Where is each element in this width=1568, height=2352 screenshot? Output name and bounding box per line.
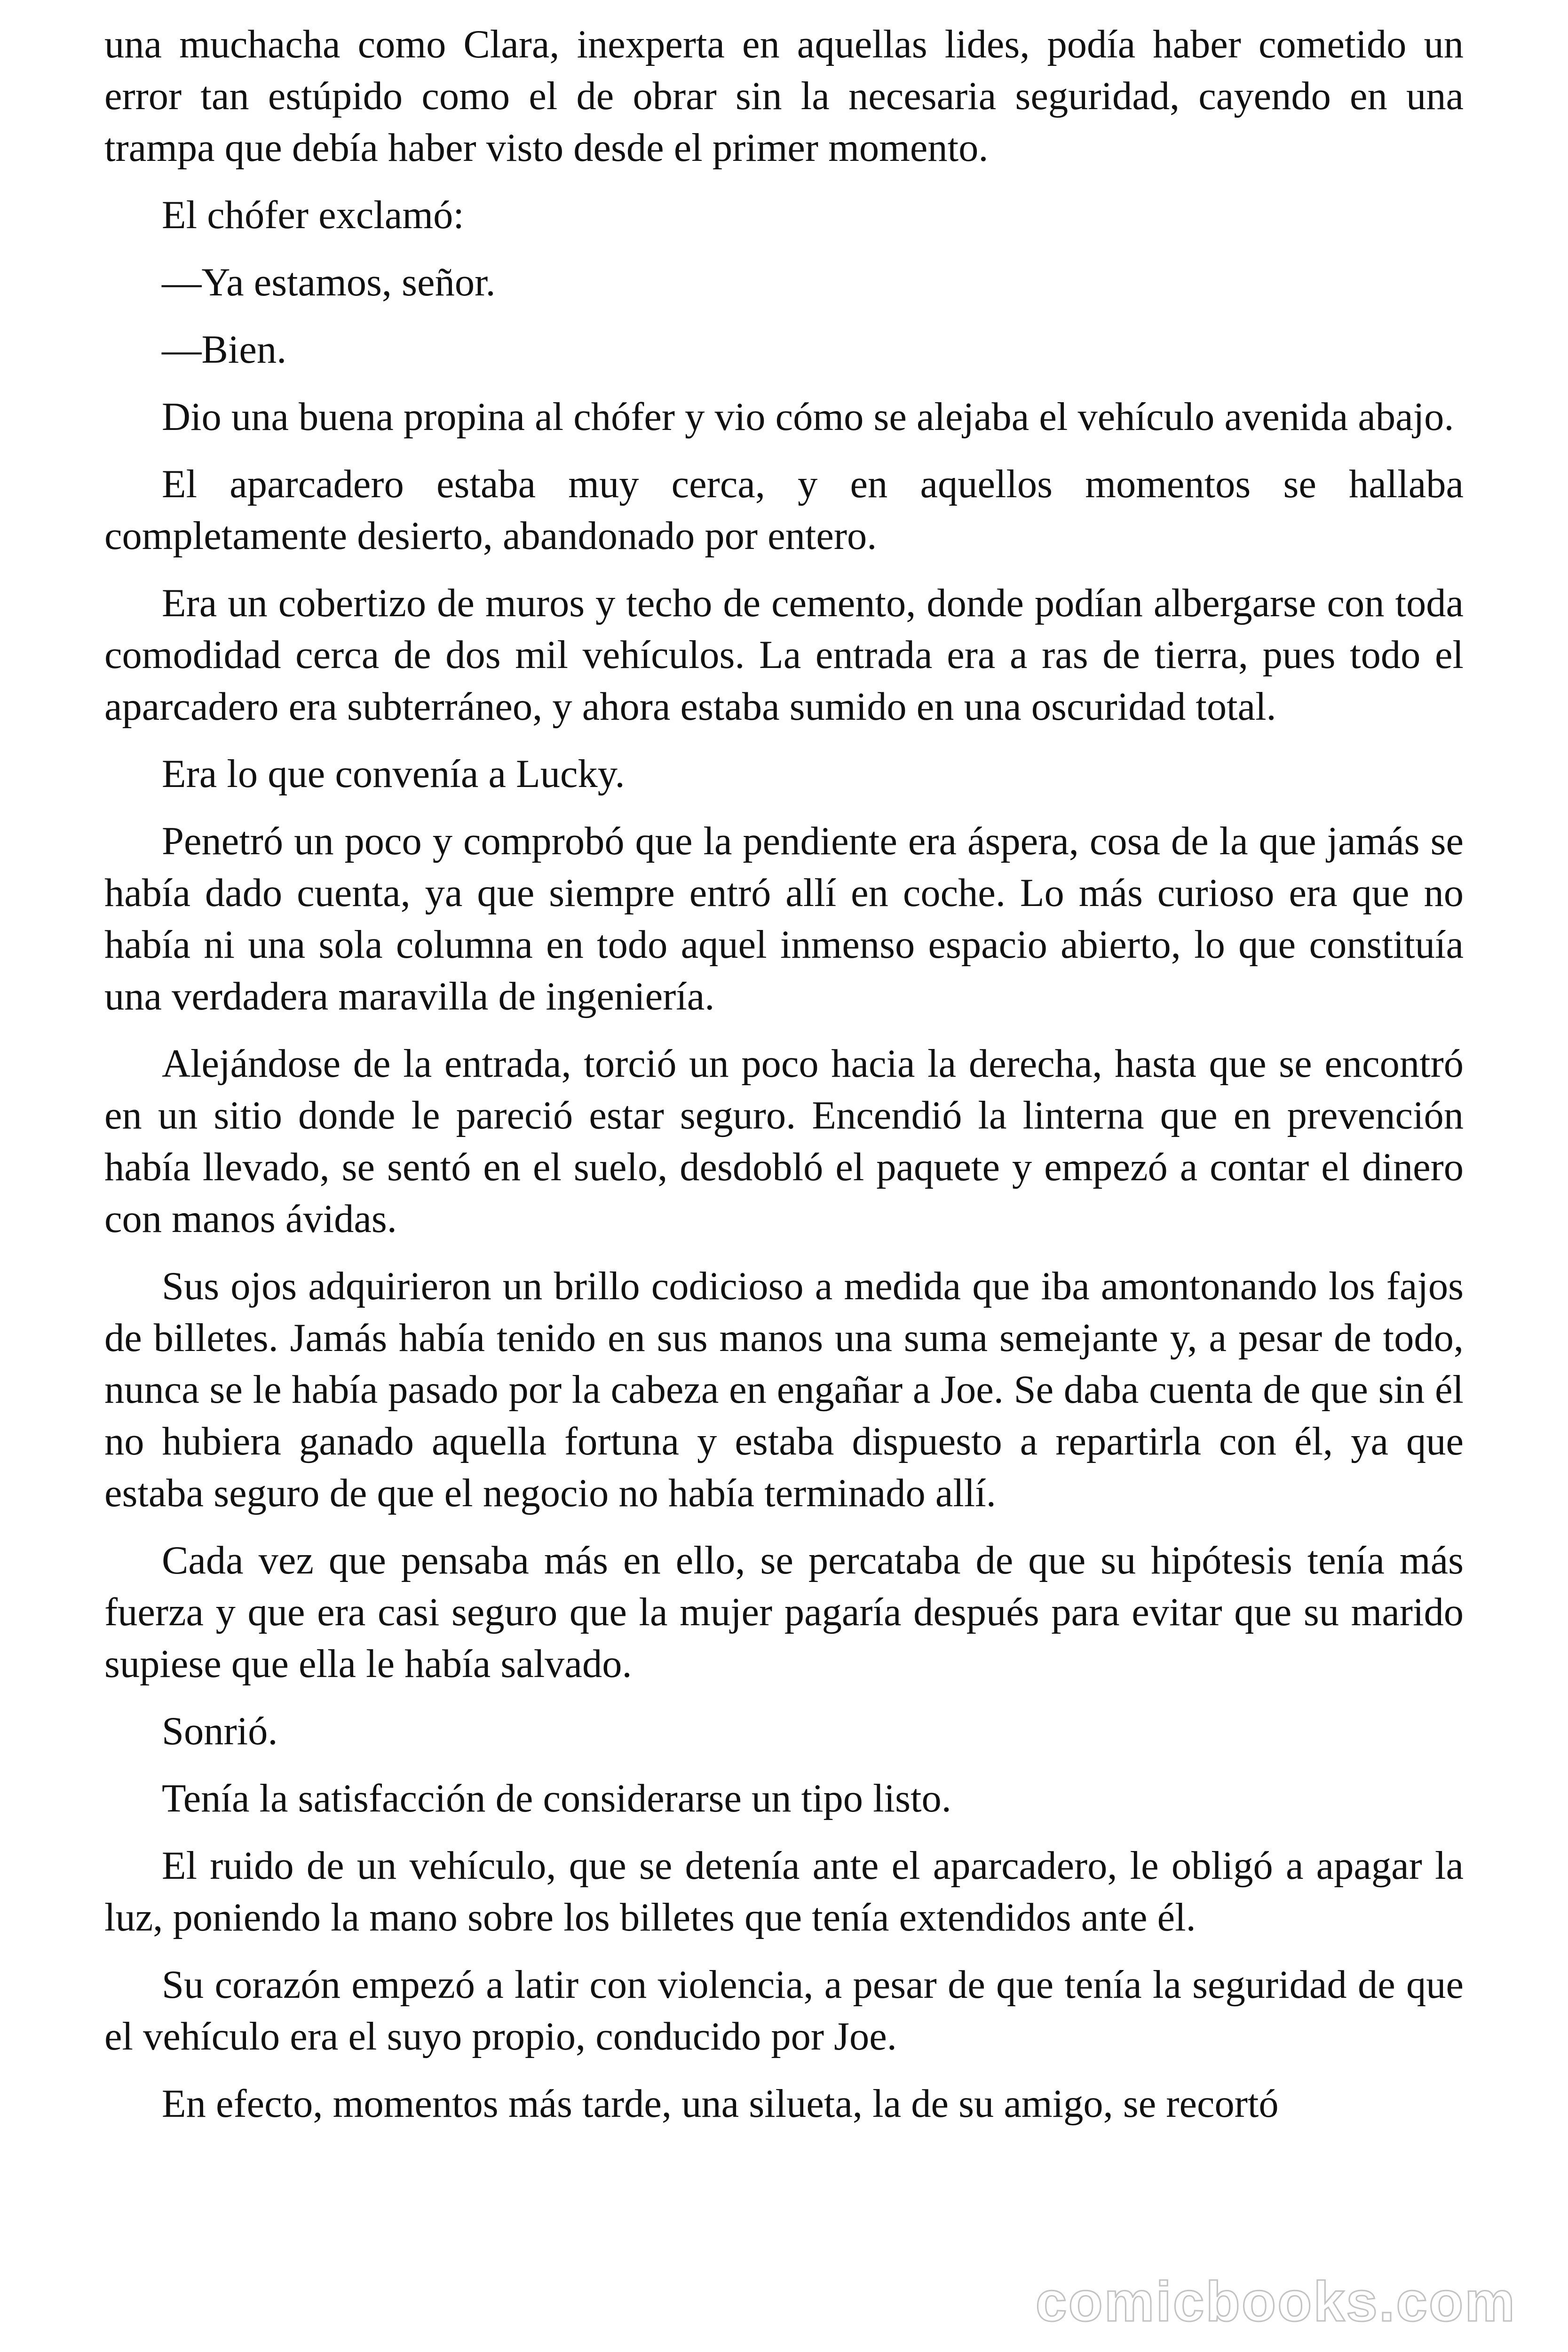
- site-watermark: comicbooks.com: [1035, 2270, 1516, 2333]
- paragraph: Tenía la satisfacción de considerarse un tipo listo.: [162, 1777, 951, 1820]
- paragraph: El aparcadero estaba muy cerca, y en aquellos momentos se hallaba completamente desierto, abandonado por entero.: [104, 462, 1464, 558]
- paragraph: Era lo que convenía a Lucky.: [162, 752, 625, 796]
- paragraph: Su corazón empezó a latir con violencia, a pesar de que tenía la seguridad de que el vehículo era el suyo propio, conducido por Joe.: [104, 1963, 1464, 2058]
- paragraph: Sus ojos adquirieron un brillo codicioso a medida que iba amontonando los fajos de billetes. Jamás había tenido en sus manos una suma semejante y, a pesar de todo, nunca se le había pasado por la cabeza en engañar a Joe. Se daba cuenta de que sin él no hubiera ganado aquella fortuna y estaba dispuesto a repartirla con él, ya que estaba seguro de que el negocio no había terminado allí.: [104, 1264, 1464, 1515]
- paragraph: Era un cobertizo de muros y techo de cemento, donde podían albergarse con toda comodidad cerca de dos mil vehículos. La entrada era a ras de tierra, pues todo el aparcadero era subterráneo, y ahora estaba sumido en una oscuridad total.: [104, 581, 1464, 729]
- paragraph: Alejándose de la entrada, torció un poco hacia la derecha, hasta que se encontró en un sitio donde le pareció estar seguro. Encendió la linterna que en prevención había llevado, se sentó en el suelo, desdobló el paquete y empezó a contar el dinero con manos ávidas.: [104, 1042, 1464, 1241]
- paragraph: Dio una buena propina al chófer y vio cómo se alejaba el vehículo avenida abajo.: [162, 395, 1454, 439]
- dialogue-line: —Bien.: [162, 328, 287, 372]
- paragraph: Cada vez que pensaba más en ello, se percataba de que su hipótesis tenía más fuerza y que era casi seguro que la mujer pagaría después para evitar que su marido supiese que ella le había salvado.: [104, 1539, 1464, 1686]
- paragraph: El ruido de un vehículo, que se detenía ante el aparcadero, le obligó a apagar la luz, poniendo la mano sobre los billetes que tenía extendidos ante él.: [104, 1844, 1464, 1939]
- body-text: [104, 19, 1464, 2145]
- paragraph-continuation: una muchacha como Clara, inexperta en aquellas lides, podía haber cometido un error tan estúpido como el de obrar sin la necesaria seguridad, cayendo en una trampa que debía haber visto desde el primer momento.: [104, 23, 1464, 170]
- paragraph-last: En efecto, momentos más tarde, una silueta, la de su amigo, se recortó: [162, 2082, 1279, 2126]
- dialogue-line: —Ya estamos, señor.: [162, 261, 496, 304]
- paragraph: Penetró un poco y comprobó que la pendiente era áspera, cosa de la que jamás se había dado cuenta, ya que siempre entró allí en coche. Lo más curioso era que no había ni una sola columna en todo aquel inmenso espacio abierto, lo que constituía una verdadera maravilla de ingeniería.: [104, 819, 1464, 1018]
- paragraph: El chófer exclamó:: [162, 193, 464, 237]
- paragraph: Sonrió.: [162, 1709, 278, 1753]
